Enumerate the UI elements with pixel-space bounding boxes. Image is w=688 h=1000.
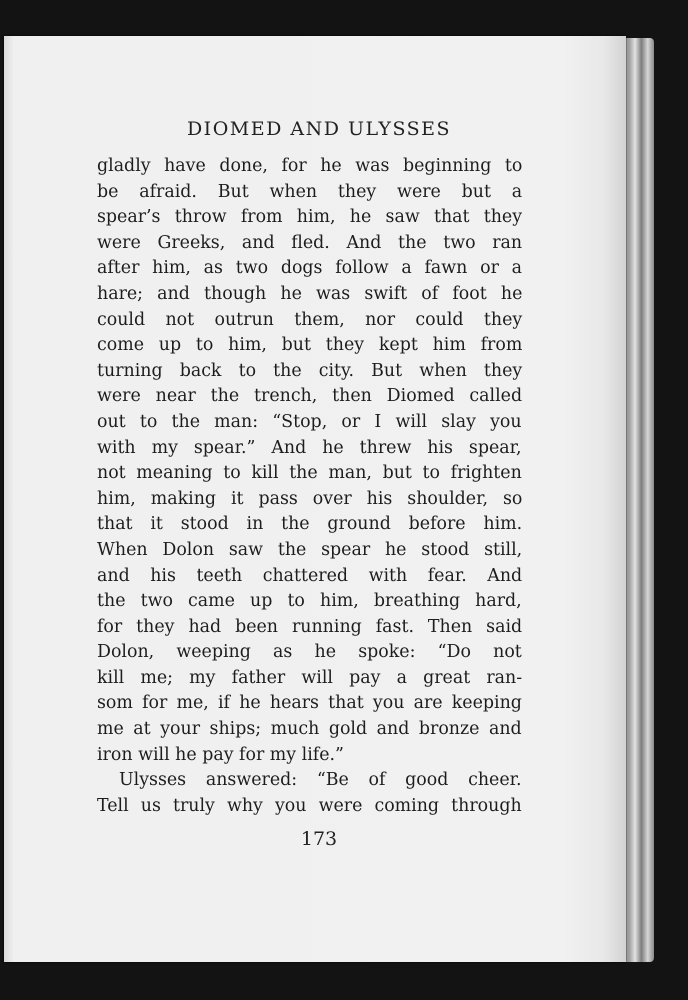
- text-line: with my spear.” And he threw his spear,: [97, 437, 522, 458]
- text-line: Tell us truly why you were coming through: [97, 795, 522, 816]
- text-line: after him, as two dogs follow a fawn or a: [97, 258, 523, 279]
- body-text: [97, 154, 522, 819]
- text-line: for they had been running fast. Then said: [97, 616, 523, 637]
- text-line: out to the man: “Stop, or I will slay you: [97, 411, 522, 432]
- page-number: 173: [300, 828, 338, 850]
- text-line: som for me, if he hears that you are keeping: [97, 693, 522, 714]
- text-line: were Greeks, and fled. And the two ran: [97, 232, 523, 253]
- text-line: gladly have done, for he was beginning to: [97, 156, 523, 176]
- text-line: iron will he pay for my life.”: [97, 744, 344, 765]
- text-line: Ulysses answered: “Be of good cheer.: [119, 770, 522, 791]
- running-head: DIOMED AND ULYSSES: [186, 118, 452, 140]
- text-line: hare; and though he was swift of foot he: [97, 283, 523, 304]
- text-line: be afraid. But when they were but a: [97, 181, 523, 202]
- text-line: spear’s throw from him, he saw that they: [97, 207, 523, 228]
- text-line: and his teeth chattered with fear. And: [97, 565, 523, 586]
- text-line: come up to him, but they kept him from: [97, 335, 523, 356]
- text-line: turning back to the city. But when they: [97, 360, 523, 381]
- book-page: [4, 36, 626, 962]
- text-line: the two came up to him, breathing hard,: [97, 591, 522, 612]
- text-line: me at your ships; much gold and bronze and: [97, 719, 522, 740]
- text-line: that it stood in the ground before him.: [97, 514, 523, 535]
- text-line: were near the trench, then Diomed called: [97, 386, 523, 407]
- text-line: kill me; my father will pay a great ran-: [97, 667, 523, 688]
- text-line: him, making it pass over his shoulder, so: [97, 488, 523, 509]
- text-line: Dolon, weeping as he spoke: “Do not: [97, 642, 522, 663]
- text-line: could not outrun them, nor could they: [97, 309, 523, 330]
- text-line: When Dolon saw the spear he stood still,: [97, 539, 523, 560]
- text-line: not meaning to kill the man, but to frighten: [97, 463, 522, 484]
